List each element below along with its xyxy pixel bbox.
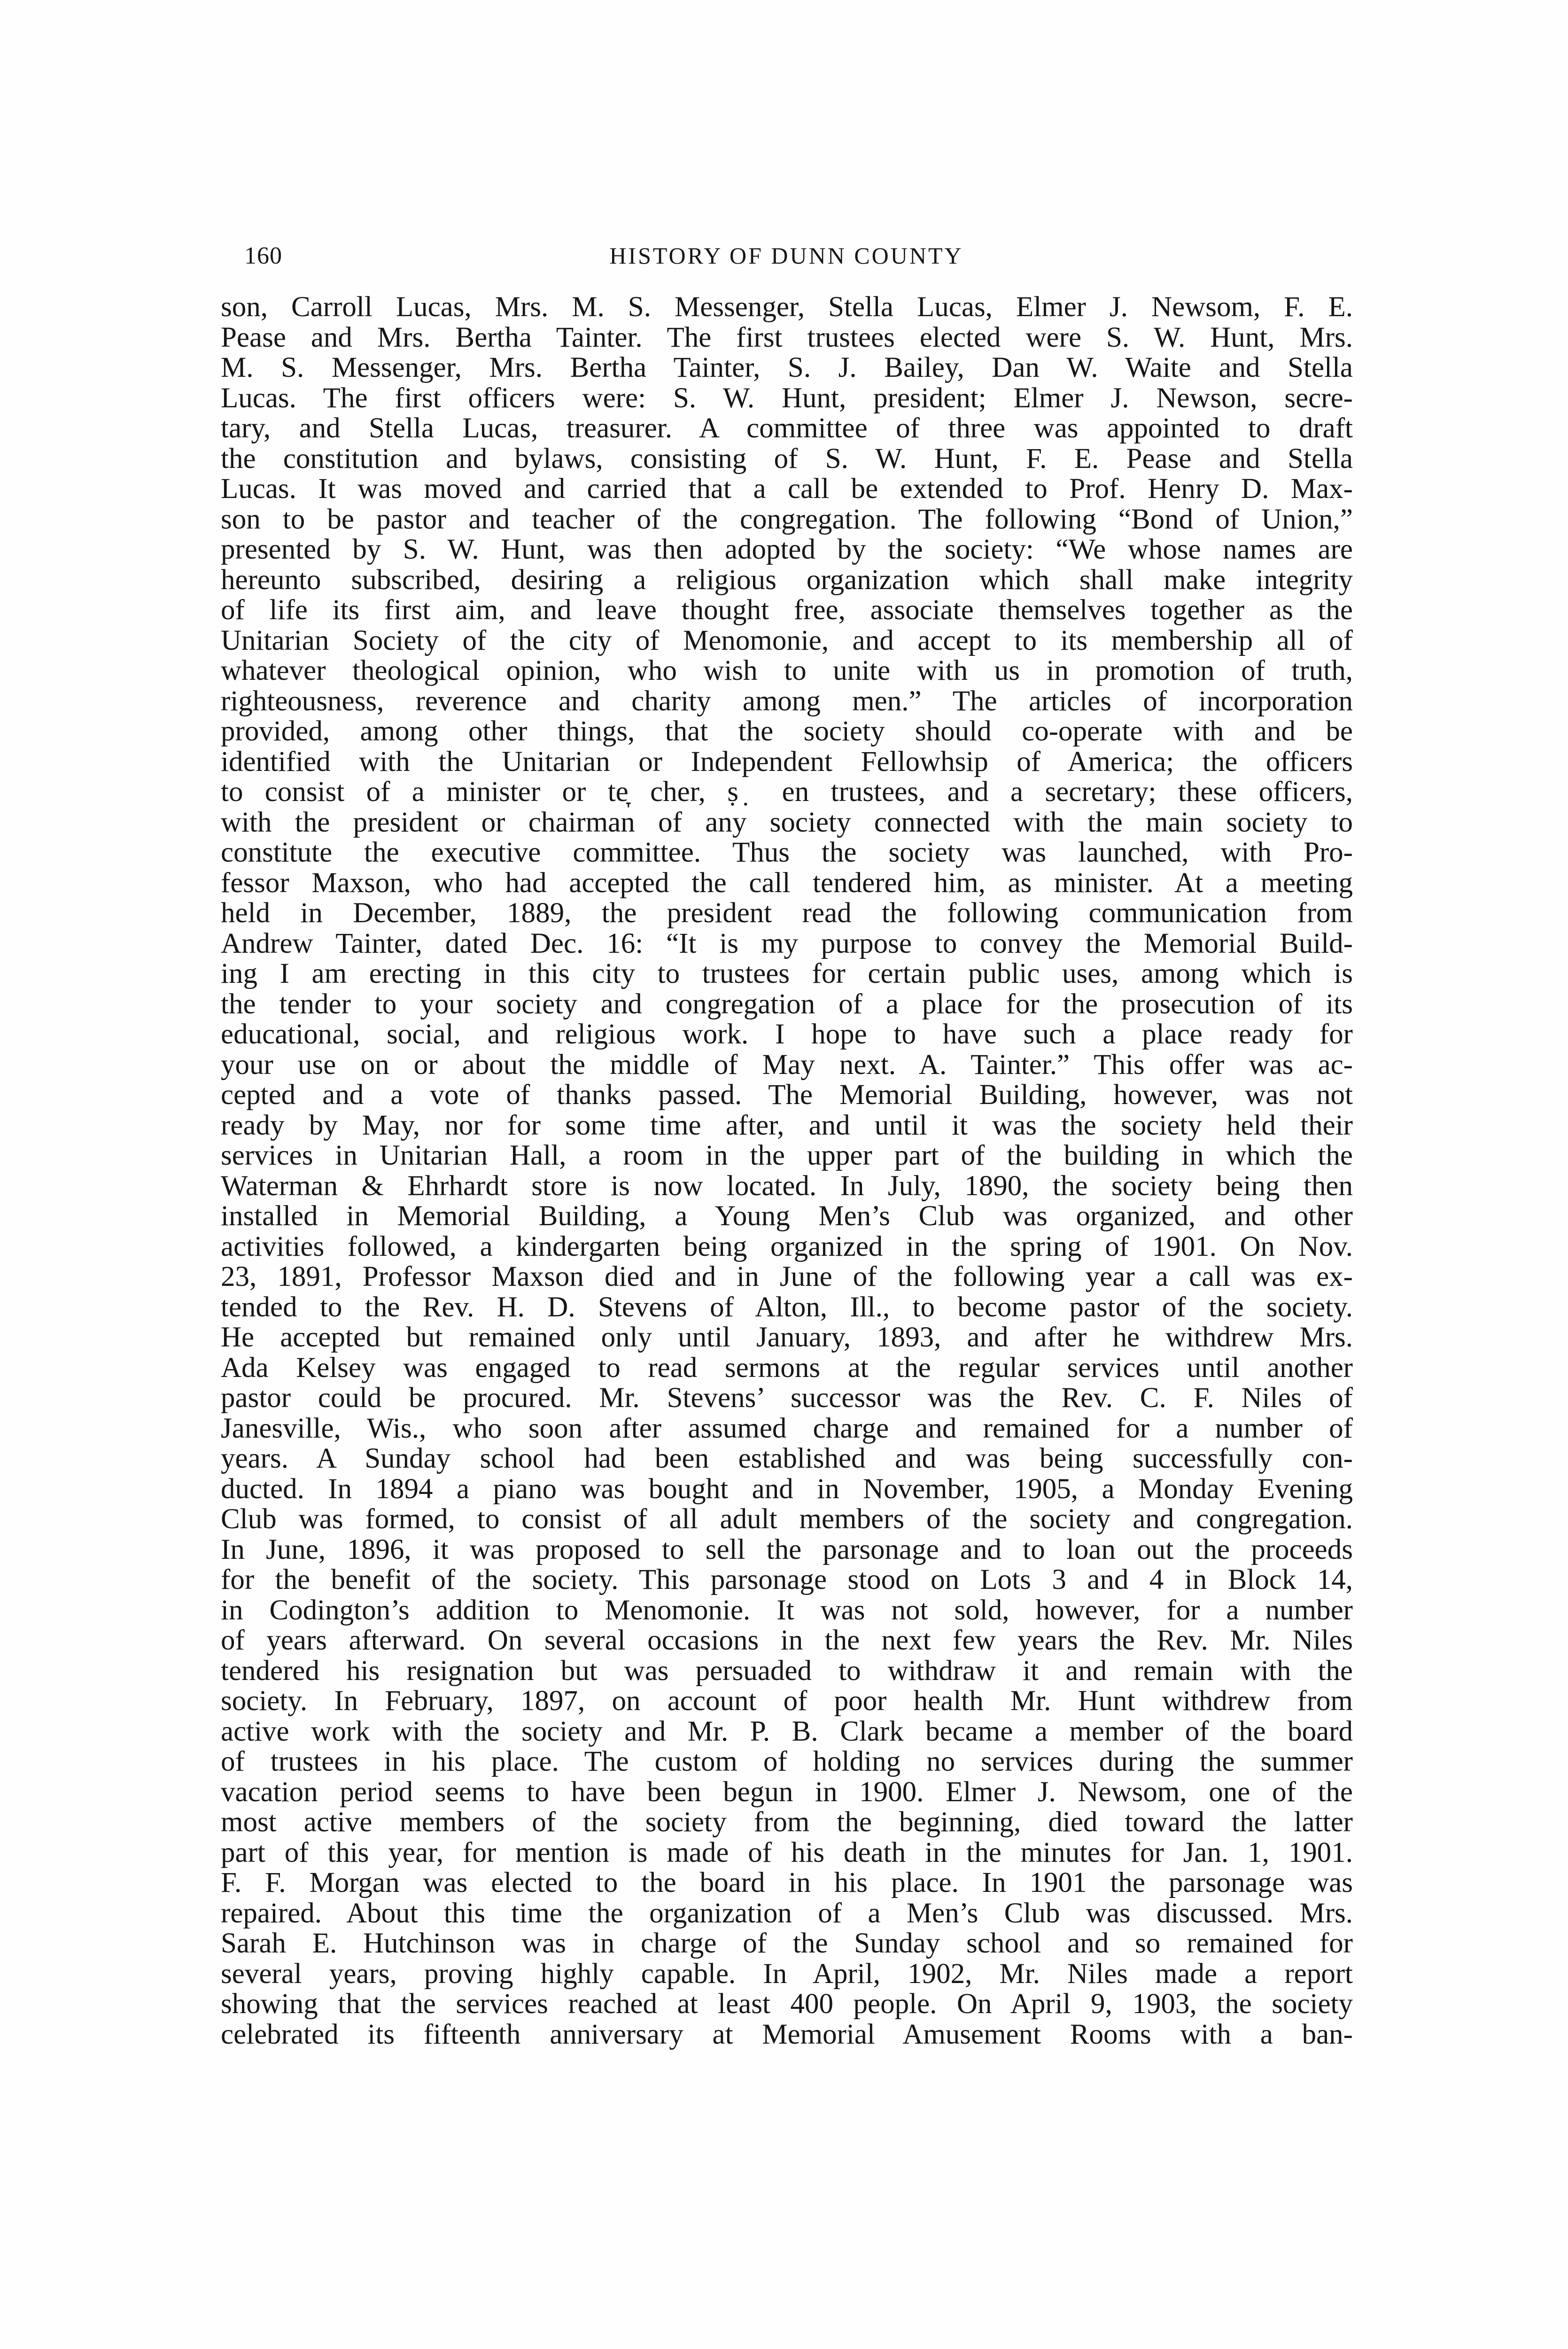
text-line: Lucas. It was moved and carried that a call be extended to Prof. Henry D. Max- <box>221 474 1353 505</box>
text-line: vacation period seems to have been begun in 1900. Elmer J. Newsom, one of the <box>221 1777 1353 1807</box>
text-line: society. In February, 1897, on account of poor health Mr. Hunt withdrew from <box>221 1686 1353 1717</box>
text-line: of years afterward. On several occasions in the next few years the Rev. Mr. Niles <box>221 1626 1353 1656</box>
text-line: of trustees in his place. The custom of holding no services during the summer <box>221 1747 1353 1777</box>
text-line: for the benefit of the society. This parsonage stood on Lots 3 and 4 in Block 14, <box>221 1565 1353 1595</box>
text-line: 23, 1891, Professor Maxson died and in June of the following year a call was ex- <box>221 1262 1353 1292</box>
text-line: to consist of a minister or te̞ cher, ṣ ̣ en trustees, and a secretary; these officers, <box>221 777 1353 808</box>
text-line: ing I am erecting in this city to trustees for certain public uses, among which is <box>221 959 1353 989</box>
text-line: hereunto subscribed, desiring a religious organization which shall make integrity <box>221 565 1353 595</box>
text-line: Andrew Tainter, dated Dec. 16: “It is my purpose to convey the Memorial Build- <box>221 928 1353 959</box>
text-line: constitute the executive committee. Thus the society was launched, with Pro- <box>221 838 1353 868</box>
text-line: educational, social, and religious work. I hope to have such a place ready for <box>221 1019 1353 1050</box>
text-line: Sarah E. Hutchinson was in charge of the Sunday school and so remained for <box>221 1929 1353 1959</box>
text-line: with the president or chairman of any society connected with the main society to <box>221 807 1353 838</box>
text-line: tended to the Rev. H. D. Stevens of Alton, Ill., to become pastor of the society. <box>221 1292 1353 1322</box>
text-line: showing that the services reached at least 400 people. On April 9, 1903, the society <box>221 1989 1353 2020</box>
page-number: 160 <box>244 242 282 269</box>
text-line: services in Unitarian Hall, a room in the upper part of the building in which the <box>221 1141 1353 1171</box>
text-line: son, Carroll Lucas, Mrs. M. S. Messenger, Stella Lucas, Elmer J. Newsom, F. E. <box>221 292 1353 323</box>
text-line: righteousness, reverence and charity among men.” The articles of incorporation <box>221 686 1353 716</box>
text-line: activities followed, a kindergarten being organized in the spring of 1901. On Nov. <box>221 1231 1353 1262</box>
text-line: several years, proving highly capable. In April, 1902, Mr. Niles made a report <box>221 1959 1353 1989</box>
text-line: repaired. About this time the organization of a Men’s Club was discussed. Mrs. <box>221 1898 1353 1929</box>
text-line: Lucas. The first officers were: S. W. Hunt, president; Elmer J. Newson, secre- <box>221 383 1353 413</box>
text-line: pastor could be procured. Mr. Stevens’ successor was the Rev. C. F. Niles of <box>221 1383 1353 1414</box>
text-line: presented by S. W. Hunt, was then adopted by the society: “We whose names are <box>221 535 1353 565</box>
text-line: He accepted but remained only until January, 1893, and after he withdrew Mrs. <box>221 1322 1353 1353</box>
text-line: cepted and a vote of thanks passed. The Memorial Building, however, was not <box>221 1080 1353 1111</box>
text-line: Club was formed, to consist of all adult members of the society and congregation. <box>221 1504 1353 1535</box>
text-line: ready by May, nor for some time after, and until it was the society held their <box>221 1110 1353 1141</box>
body-text <box>221 292 1353 2050</box>
text-line: In June, 1896, it was proposed to sell the parsonage and to loan out the proceeds <box>221 1534 1353 1565</box>
text-line: fessor Maxson, who had accepted the call tendered him, as minister. At a meeting <box>221 868 1353 898</box>
running-head <box>244 242 1328 280</box>
text-line: son to be pastor and teacher of the congregation. The following “Bond of Union,” <box>221 504 1353 535</box>
text-line: Unitarian Society of the city of Menomonie, and accept to its membership all of <box>221 625 1353 656</box>
text-line: held in December, 1889, the president read the following communication from <box>221 898 1353 929</box>
text-line: Waterman & Ehrhardt store is now located. In July, 1890, the society being then <box>221 1171 1353 1201</box>
text-line: celebrated its fifteenth anniversary at Memorial Amusement Rooms with a ban- <box>221 2019 1353 2050</box>
text-line: Ada Kelsey was engaged to read sermons at the regular services until another <box>221 1353 1353 1383</box>
text-line: part of this year, for mention is made of his death in the minutes for Jan. 1, 1901. <box>221 1837 1353 1868</box>
text-line: the constitution and bylaws, consisting of S. W. Hunt, F. E. Pease and Stella <box>221 443 1353 474</box>
text-line: Pease and Mrs. Bertha Tainter. The first trustees elected were S. W. Hunt, Mrs. <box>221 322 1353 353</box>
text-line: identified with the Unitarian or Independent Fellowhsip of America; the officers <box>221 747 1353 777</box>
text-line: your use on or about the middle of May next. A. Tainter.” This offer was ac- <box>221 1050 1353 1080</box>
text-line: of life its first aim, and leave thought free, associate themselves together as the <box>221 595 1353 626</box>
text-line: most active members of the society from the beginning, died toward the latter <box>221 1807 1353 1838</box>
text-line: active work with the society and Mr. P. B. Clark became a member of the board <box>221 1716 1353 1747</box>
text-line: provided, among other things, that the society should co-operate with and be <box>221 716 1353 747</box>
text-line: Janesville, Wis., who soon after assumed charge and remained for a number of <box>221 1413 1353 1444</box>
page-title: HISTORY OF DUNN COUNTY <box>609 242 963 269</box>
text-line: installed in Memorial Building, a Young Men’s Club was organized, and other <box>221 1201 1353 1232</box>
text-line: tary, and Stella Lucas, treasurer. A committee of three was appointed to draft <box>221 413 1353 444</box>
text-line: whatever theological opinion, who wish to unite with us in promotion of truth, <box>221 656 1353 686</box>
text-line: years. A Sunday school had been established and was being successfully con- <box>221 1444 1353 1474</box>
text-line: the tender to your society and congregation of a place for the prosecution of its <box>221 989 1353 1019</box>
text-line: tendered his resignation but was persuaded to withdraw it and remain with the <box>221 1656 1353 1686</box>
text-line: in Codington’s addition to Menomonie. It was not sold, however, for a number <box>221 1595 1353 1626</box>
text-line: F. F. Morgan was elected to the board in his place. In 1901 the parsonage was <box>221 1868 1353 1898</box>
text-line: ducted. In 1894 a piano was bought and in November, 1905, a Monday Evening <box>221 1474 1353 1504</box>
text-line: M. S. Messenger, Mrs. Bertha Tainter, S. J. Bailey, Dan W. Waite and Stella <box>221 353 1353 383</box>
